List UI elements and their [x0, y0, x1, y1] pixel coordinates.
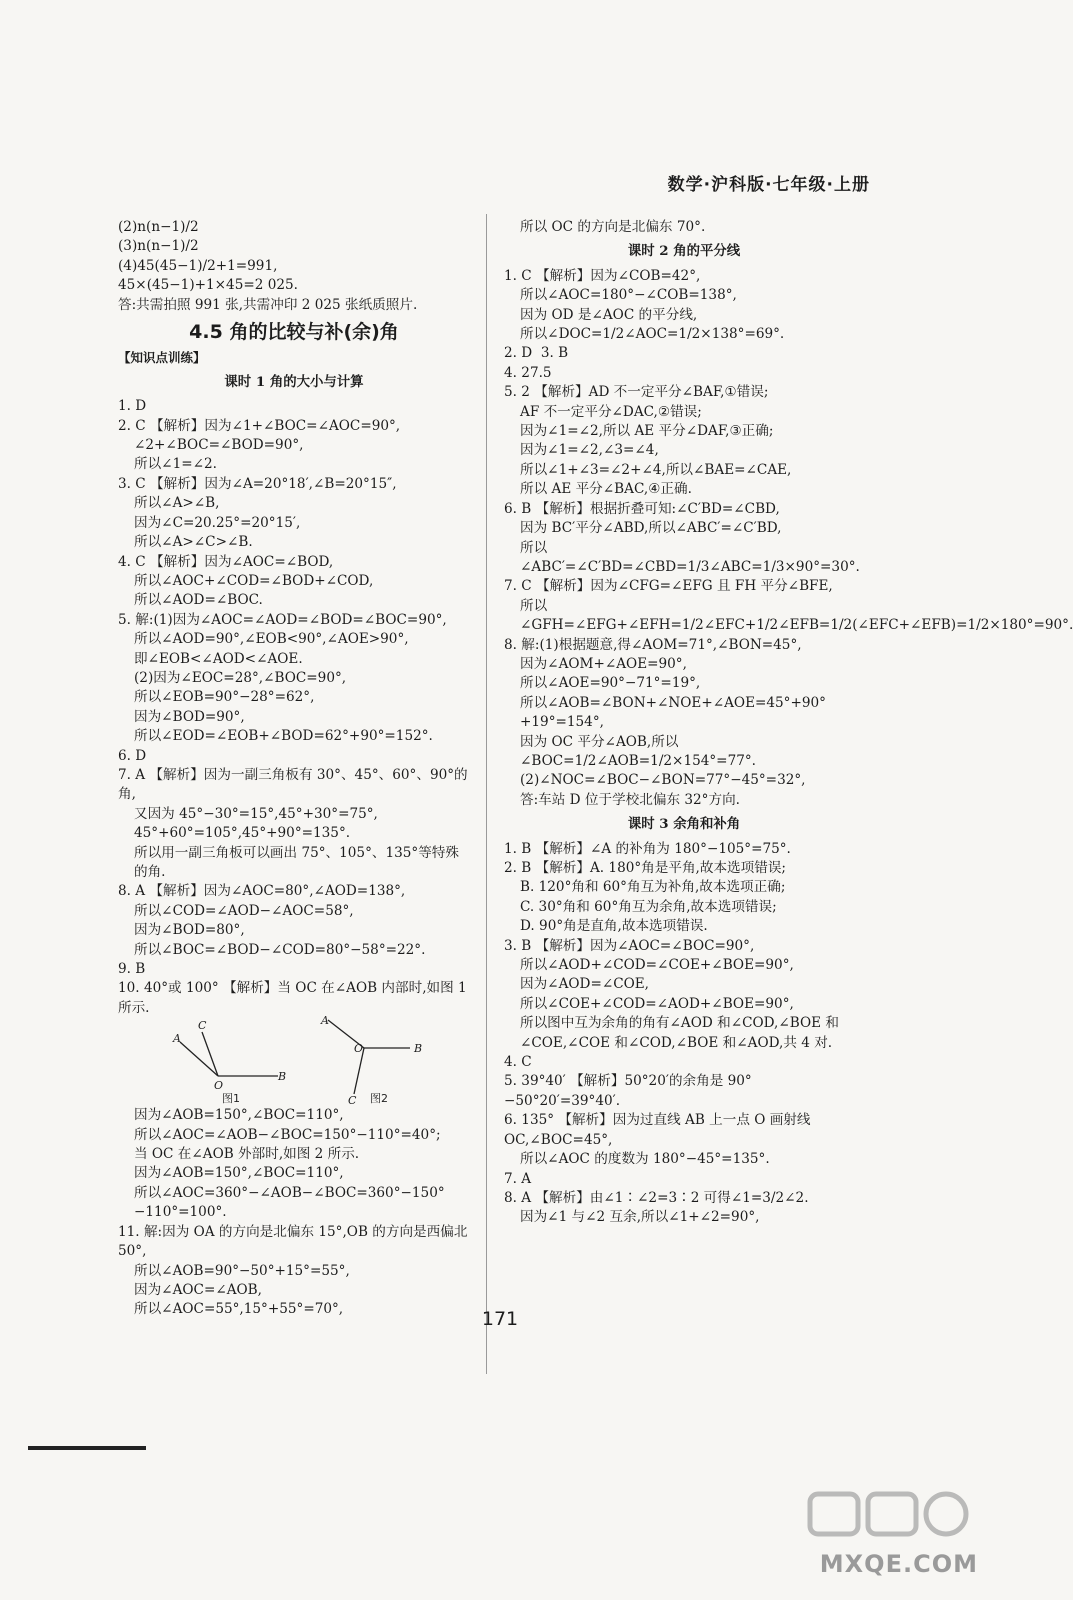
answer-line: 4. C — [504, 1054, 532, 1071]
answer-line: AF 不一定平分∠DAC,②错误; — [520, 403, 702, 420]
answer-line: 所以∠AOD+∠COD=∠COE+∠BOE=90°, — [520, 957, 794, 974]
answer-line: 因为∠C=20.25°=20°15′, — [134, 514, 301, 531]
answer-line: 所以∠COE+∠COD=∠AOD+∠BOE=90°, — [520, 995, 794, 1012]
answer-line: 6. B 【解析】根据折叠可知:∠C′BD=∠CBD, — [504, 500, 780, 517]
answer-line: 答:车站 D 位于学校北偏东 32°方向. — [520, 791, 740, 808]
answer-line: 所以∠AOC=360°−∠AOB−∠BOC=360°−150°−110°=100°. — [134, 1184, 445, 1221]
answer-line: 因为∠1=∠2,所以 AE 平分∠DAF,③正确; — [520, 423, 774, 440]
lesson-title: 课时 2 角的平分线 — [627, 243, 741, 260]
answer-line: 因为∠1=∠2,∠3=∠4, — [520, 442, 659, 459]
page-number: 171 — [481, 1308, 519, 1330]
answer-line: 所以∠1=∠2. — [134, 456, 217, 473]
answer-line: 6. D — [118, 747, 147, 764]
answer-line: 5. 39°40′ 【解析】50°20′的余角是 90°−50°20′=39°40′. — [504, 1073, 752, 1109]
answer-line: 所以∠ABC′=∠C′BD=∠CBD=1/3∠ABC=1/3×90°=30°. — [520, 539, 860, 575]
answer-line: 所以∠AOC+∠COD=∠BOD+∠COD, — [134, 572, 374, 589]
answer-line: 所以∠AOC=55°,15°+55°=70°, — [134, 1301, 344, 1318]
answer-line: 所以 OC 的方向是北偏东 70°. — [520, 219, 706, 235]
answer-line: 因为 OC 平分∠AOB,所以∠BOC=1/2∠AOB=1/2×154°=77°. — [520, 733, 756, 769]
answer-line: 即∠EOB<∠AOD<∠AOE. — [134, 650, 303, 667]
answer-line: 7. C 【解析】因为∠CFG=∠EFG 且 FH 平分∠BFE, — [504, 578, 833, 595]
answer-line: 2. D 3. B — [504, 345, 569, 362]
answer-line: 4. 27.5 — [504, 364, 552, 381]
fig-label: C — [198, 1019, 207, 1033]
answer-line: 又因为 45°−30°=15°,45°+30°=75°, — [134, 805, 378, 822]
answer-line: 因为∠AOM+∠AOE=90°, — [520, 655, 687, 672]
answer-line: 所以∠AOD=90°,∠EOB<90°,∠AOE>90°, — [134, 631, 409, 648]
watermark-text: MXQE.COM — [819, 1550, 978, 1578]
answer-line: 所以∠AOC=180°−∠COB=138°, — [520, 287, 737, 304]
fig-label: B — [414, 1042, 423, 1056]
answer-line: 2. B 【解析】A. 180°角是平角,故本选项错误; — [504, 860, 787, 876]
answer-line: 8. A 【解析】因为∠AOC=80°,∠AOD=138°, — [118, 883, 406, 900]
answer-line: 所以∠DOC=1/2∠AOC=1/2×138°=69°. — [520, 326, 785, 343]
footer-rule — [28, 1446, 146, 1450]
answer-line: 45°+60°=105°,45°+90°=135°. — [134, 825, 351, 842]
answer-line: 因为∠AOC=∠AOB, — [134, 1281, 262, 1298]
answer-line: 答:共需拍照 991 张,共需冲印 2 025 张纸质照片. — [118, 296, 418, 313]
column-divider — [486, 214, 487, 1374]
page-header: 数学·沪科版·七年级·上册 — [667, 175, 870, 195]
answer-line: 8. A 【解析】由∠1∶∠2=3∶2 可得∠1=3/2∠2. — [504, 1189, 809, 1206]
answer-line: ∠2+∠BOC=∠BOD=90°, — [134, 437, 304, 454]
answer-line: 11. 解:因为 OA 的方向是北偏东 15°,OB 的方向是西偏北 50°, — [118, 1223, 472, 1260]
section-title: 4.5 角的比较与补(余)角 — [189, 321, 399, 344]
answer-line: (4)45(45−1)/2+1=991, — [118, 257, 278, 274]
answer-line: (2)n(n−1)/2 — [118, 219, 199, 235]
answer-line: 所以∠BOC=∠BOD−∠COD=80°−58°=22°. — [134, 941, 426, 958]
answer-line: 所以∠AOD=∠BOC. — [134, 592, 263, 609]
answer-line: (3)n(n−1)/2 — [118, 238, 199, 255]
answer-line: 3. B 【解析】因为∠AOC=∠BOC=90°, — [504, 937, 755, 954]
answer-line: 45×(45−1)+1×45=2 025. — [118, 277, 298, 294]
fig-label: A — [173, 1032, 181, 1046]
fig-label: O — [214, 1079, 224, 1093]
angle-figures — [118, 1014, 470, 1108]
answer-line: 6. 135° 【解析】因为过直线 AB 上一点 O 画射线 OC,∠BOC=45°, — [504, 1112, 815, 1148]
answer-line: 10. 40°或 100° 【解析】当 OC 在∠AOB 内部时,如图 1 所示. — [118, 980, 472, 1016]
answer-line: 因为∠BOD=90°, — [134, 708, 245, 725]
figure-2 — [328, 1020, 410, 1094]
left-column — [118, 218, 470, 1320]
answer-line: 所以∠COD=∠AOD−∠AOC=58°, — [134, 902, 354, 919]
answer-line: 所以∠AOB=90°−50°+15°=55°, — [134, 1262, 350, 1279]
answer-line: 所以图中互为余角的角有∠AOD 和∠COD,∠BOE 和∠COE,∠COE 和∠COD,∠BOE 和∠AOD,共 4 对. — [520, 1015, 839, 1051]
answer-line: 所以∠AOE=90°−71°=19°, — [520, 675, 701, 692]
answer-line: 因为∠BOD=80°, — [134, 922, 245, 939]
answer-line: 所以∠1+∠3=∠2+∠4,所以∠BAE=∠CAE, — [520, 461, 792, 478]
section-tag: 【知识点训练】 — [118, 350, 206, 366]
answer-line: 1. B 【解析】∠A 的补角为 180°−105°=75°. — [504, 840, 791, 857]
fig-label: B — [278, 1070, 287, 1084]
answer-line: 所以∠A>∠C>∠B. — [134, 534, 253, 551]
answer-line: 当 OC 在∠AOB 外部时,如图 2 所示. — [134, 1146, 360, 1163]
lesson-title: 课时 1 角的大小与计算 — [224, 373, 364, 390]
answer-line: 1. D — [118, 398, 147, 415]
angle-figure-svg — [118, 1014, 470, 1108]
lesson-title: 课时 3 余角和补角 — [627, 816, 741, 833]
answer-line: 5. 解:(1)因为∠AOC=∠AOD=∠BOD=∠BOC=90°, — [118, 611, 447, 628]
answer-line: 9. B — [118, 961, 146, 978]
answer-line: 7. A 【解析】因为一副三角板有 30°、45°、60°、90°的角, — [118, 766, 468, 803]
answer-line: 因为 OD 是∠AOC 的平分线, — [520, 306, 698, 323]
answer-line: 7. A — [504, 1170, 532, 1187]
answer-line: 1. C 【解析】因为∠COB=42°, — [504, 267, 701, 284]
answer-line: 因为∠AOB=150°,∠BOC=110°, — [134, 1165, 344, 1182]
answer-line: 因为∠AOD=∠COE, — [520, 976, 650, 993]
figure-caption-2: 图2 — [370, 1092, 388, 1106]
answer-line: 所以∠A>∠B, — [134, 495, 220, 512]
answer-line: 所以∠AOC 的度数为 180°−45°=135°. — [520, 1151, 770, 1168]
answer-line: 因为 BC′平分∠ABD,所以∠ABC′=∠C′BD, — [520, 520, 782, 537]
fig-label: C — [348, 1094, 357, 1108]
answer-line: 所以∠GFH=∠EFG+∠EFH=1/2∠EFC+1/2∠EFB=1/2(∠EFC+∠EFB)=1/2×180°=90°. — [520, 597, 1073, 634]
figure-caption-1: 图1 — [222, 1092, 240, 1106]
answer-line: 因为∠1 与∠2 互余,所以∠1+∠2=90°, — [520, 1209, 760, 1226]
answer-line: 4. C 【解析】因为∠AOC=∠BOD, — [118, 553, 334, 570]
answer-line: 所以∠EOB=90°−28°=62°, — [134, 689, 315, 706]
answer-line: 3. C 【解析】因为∠A=20°18′,∠B=20°15″, — [118, 475, 397, 492]
answer-line: 所以 AE 平分∠BAC,④正确. — [520, 481, 692, 498]
answer-line: 所以∠EOD=∠EOB+∠BOD=62°+90°=152°. — [134, 728, 433, 745]
right-column — [504, 218, 1073, 1228]
fig-label: O — [354, 1042, 364, 1056]
answer-line: (2)因为∠EOC=28°,∠BOC=90°, — [134, 669, 347, 686]
answer-line: (2)∠NOC=∠BOC−∠BON=77°−45°=32°, — [520, 772, 806, 789]
answer-line: 所以用一副三角板可以画出 75°、105°、135°等特殊的角. — [134, 844, 459, 880]
answer-line: 所以∠AOC=∠AOB−∠BOC=150°−110°=40°; — [134, 1126, 441, 1143]
figure-1 — [180, 1032, 278, 1076]
fig-label: A — [321, 1014, 329, 1028]
answer-line: B. 120°角和 60°角互为补角,故本选项正确; — [520, 879, 786, 896]
answer-line: 所以∠AOB=∠BON+∠NOE+∠AOE=45°+90°+19°=154°, — [520, 694, 826, 731]
answer-line: 因为∠AOB=150°,∠BOC=110°, — [134, 1107, 344, 1124]
answer-line: 2. C 【解析】因为∠1+∠BOC=∠AOC=90°, — [118, 417, 401, 434]
answer-line: 5. 2 【解析】AD 不一定平分∠BAF,①错误; — [504, 384, 769, 401]
answer-line: D. 90°角是直角,故本选项错误. — [520, 918, 708, 935]
answer-line: C. 30°角和 60°角互为余角,故本选项错误; — [520, 898, 777, 915]
answer-line: 8. 解:(1)根据题意,得∠AOM=71°,∠BON=45°, — [504, 636, 802, 653]
